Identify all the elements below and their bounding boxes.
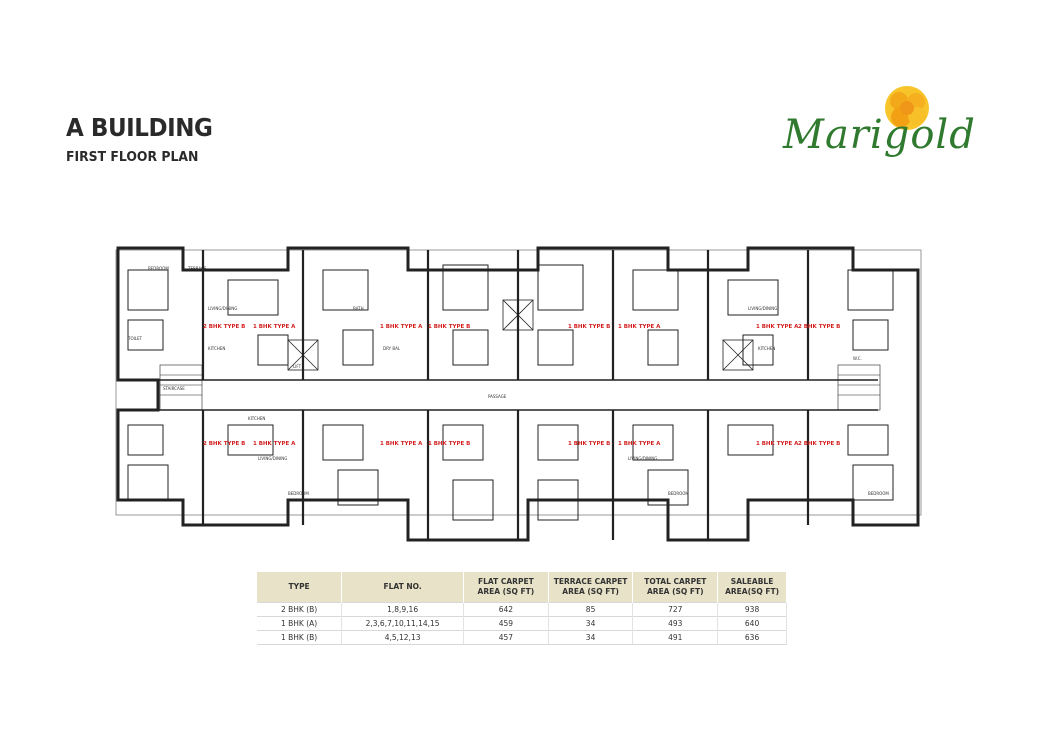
room-label: KITCHEN [208, 346, 226, 351]
column-header: TYPE [257, 572, 342, 603]
table-cell: 491 [633, 631, 718, 645]
flat-label: 2 BHK TYPE B [203, 324, 246, 330]
room-label: LIFT [293, 364, 302, 369]
room-label: DRY BAL [383, 346, 401, 351]
room-label: TERRACE [188, 266, 207, 271]
table-cell: 2 BHK (B) [257, 603, 342, 617]
room-label: BEDROOM [868, 491, 889, 496]
table-cell: 85 [548, 603, 633, 617]
flat-label: 1 BHK TYPE A [380, 441, 423, 447]
table-cell: 636 [718, 631, 787, 645]
flat-label: 1 BHK TYPE A [756, 441, 799, 447]
area-table [257, 572, 787, 645]
room-label: LIVING/DINING [258, 456, 288, 461]
table-cell: 727 [633, 603, 718, 617]
room-label: LIVING/DINING [208, 306, 238, 311]
table-cell: 1 BHK (A) [257, 617, 342, 631]
table-cell: 640 [718, 617, 787, 631]
table-cell: 2,3,6,7,10,11,14,15 [342, 617, 464, 631]
room-label: PASSAGE [488, 394, 507, 399]
table-cell: 34 [548, 631, 633, 645]
room-label: BEDROOM [148, 266, 169, 271]
room-label: STAIRCASE [163, 386, 185, 391]
table-cell: 4,5,12,13 [342, 631, 464, 645]
flat-label: 1 BHK TYPE B [568, 324, 611, 330]
table-cell: 1,8,9,16 [342, 603, 464, 617]
flat-label: 1 BHK TYPE B [428, 324, 471, 330]
flat-label: 1 BHK TYPE A [756, 324, 799, 330]
room-label: BATH [353, 306, 364, 311]
flat-label: 1 BHK TYPE B [568, 441, 611, 447]
column-header: FLAT CARPET AREA (SQ FT) [464, 572, 549, 603]
column-header: FLAT NO. [342, 572, 464, 603]
column-header: TOTAL CARPET AREA (SQ FT) [633, 572, 718, 603]
flat-label: 2 BHK TYPE B [203, 441, 246, 447]
flat-label: 2 BHK TYPE B [798, 324, 841, 330]
flat-label: 1 BHK TYPE A [618, 324, 661, 330]
room-label: TOILET [128, 336, 142, 341]
table-cell: 1 BHK (B) [257, 631, 342, 645]
flat-label: 1 BHK TYPE A [618, 441, 661, 447]
table-cell: 459 [464, 617, 549, 631]
table-row [257, 603, 787, 617]
column-header: TERRACE CARPET AREA (SQ FT) [548, 572, 633, 603]
flat-label: 1 BHK TYPE A [253, 441, 296, 447]
room-label: BEDROOM [668, 491, 689, 496]
floor-plan-drawing [108, 240, 928, 550]
page-title: A BUILDING [66, 113, 213, 142]
flat-label: 1 BHK TYPE B [428, 441, 471, 447]
flat-label: 1 BHK TYPE A [253, 324, 296, 330]
room-label: KITCHEN [758, 346, 776, 351]
room-label: LIVING/DINING [628, 456, 658, 461]
room-label: W.C. [853, 356, 862, 361]
table-cell: 457 [464, 631, 549, 645]
column-header: SALEABLE AREA(SQ FT) [718, 572, 787, 603]
flat-label: 1 BHK TYPE A [380, 324, 423, 330]
table-row [257, 631, 787, 645]
room-label: LIVING/DINING [748, 306, 778, 311]
brand-logo-text: Marigold [783, 112, 976, 158]
page-subtitle: FIRST FLOOR PLAN [66, 149, 199, 165]
flat-label: 2 BHK TYPE B [798, 441, 841, 447]
room-label: KITCHEN [248, 416, 266, 421]
table-cell: 34 [548, 617, 633, 631]
table-row [257, 617, 787, 631]
room-label: BEDROOM [288, 491, 309, 496]
table-cell: 938 [718, 603, 787, 617]
area-table-header-row [257, 572, 787, 603]
table-cell: 642 [464, 603, 549, 617]
table-cell: 493 [633, 617, 718, 631]
